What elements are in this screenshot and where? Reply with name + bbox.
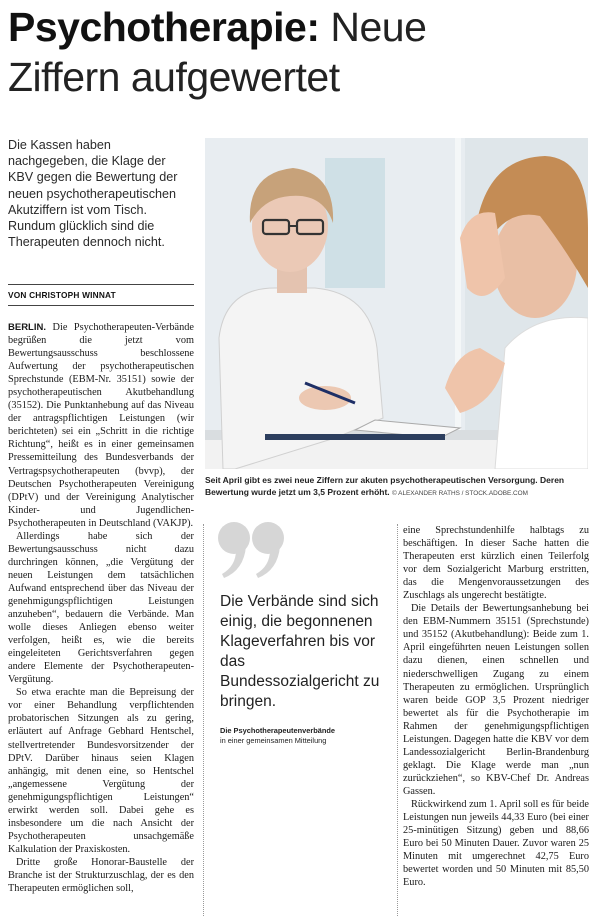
photo-credit: © ALEXANDER RATHS / STOCK.ADOBE.COM	[392, 490, 528, 497]
col3-paragraph-1: eine Sprechstundenhilfe halbtags zu beschäftigen. In dieser Sache hatten die Therapeuten erst kürzlich einen Teilerfolg vor dem Sozialgericht Marburg erstritten, das die Mengenvoraussetzungen des Zuschlags als ungerecht bestätigte.	[403, 525, 589, 602]
paragraph-1-text: Die Psychotherapeuten-Verbände begrüßen die jetzt vom Bewertungsausschuss beschlossene Aufwertung der psychotherapeutischen Sprechstunde (EBM-Nr. 35151) sowie der psychotherapeutischen Akutbehandlung (35152). Die Punktanhebung auf das Niveau der antragspflichtigen Leistungen (wir berichteten) sei ein „Schritt in die richtige Richtung“, heißt es in einer gemeinsamen Pressemitteilung des Bundesverbands der Vertragspsychotherapeuten (bvvp), der Deutschen Psychotherapeuten Vereinigung (DPtV) und der Vereinigung Analytischer Kinder- und Jugendlichen-Psychotherapeuten in Deutschland (VAKJP).	[8, 322, 194, 529]
column-divider-left	[203, 524, 204, 916]
paragraph-2: Allerdings habe sich der Bewertungsausschuss nicht dazu durchringen können, „die Vergütung der neuen Leistungen dem tatsächlichen Aufwand entsprechend über das Niveau der genehmigungspflichtigen Leistungen anzuheben“, bedauern die Verbände. Man wolle dieses Anliegen ebenso weiter verfolgen, heißt es, wie die bereits eingeleiteten Gerichtsverfahren gegen andere Elemente der Psychotherapeuten-Vergütung.	[8, 530, 194, 686]
headline-bold: Psychotherapie:	[8, 4, 320, 50]
col3-paragraph-3: Rückwirkend zum 1. April soll es für beide Leistungen nun jeweils 44,33 Euro (bei einer 25-minütigen Sitzung) geben und 88,66 Euro bei 50 Minuten Dauer. Zuvor waren 25 Minuten mit umgerechnet 42,75 Euro bewertet worden und 50 Minuten mit 85,50 Euro.	[403, 798, 589, 889]
paragraph-1	[8, 321, 194, 530]
caption-text: Seit April gibt es zwei neue Ziffern zur akuten psychotherapeutischen Versorgung. Deren Bewertung wurde jetzt um 3,5 Prozent erhöht.	[205, 475, 565, 497]
paragraph-4: Dritte große Honorar-Baustelle der Branche ist der Strukturzuschlag, der es den Therapeuten ermöglichen soll,	[8, 856, 194, 895]
byline-rule-bottom	[8, 305, 194, 306]
article-photo	[205, 138, 588, 469]
quote-text: Die Verbände sind sich einig, die begonnenen Klageverfahren bis vor das Bundessozialgericht zu bringen.	[220, 593, 380, 710]
quote-source-detail: in einer gemeinsamen Mitteilung	[220, 736, 327, 745]
headline-line-2: Ziffern aufgewertet	[8, 54, 340, 100]
article-column-1	[8, 321, 194, 895]
photo-caption	[205, 474, 594, 500]
byline-rule	[8, 284, 194, 285]
quote-source	[220, 726, 395, 746]
byline: VON CHRISTOPH WINNAT	[8, 290, 116, 300]
headline-rest: Neue	[319, 4, 427, 50]
lead-paragraph: Die Kassen haben nachgegeben, die Klage der KBV gegen die Bewertung der neuen psychotherapeutischen Akutziffern ist vom Tisch. Rundum glücklich sind die Therapeuten dennoch nicht.	[8, 138, 178, 250]
pull-quote	[208, 520, 393, 780]
quote-mark-icon	[218, 520, 288, 582]
headline	[8, 2, 598, 102]
quote-source-name: Die Psychotherapeutenverbände	[220, 726, 336, 735]
column-divider-right	[397, 524, 398, 916]
article-column-3	[403, 524, 589, 889]
paragraph-3: So etwa erachte man die Bepreisung der vor einer Behandlung verpflichtenden probatorischen Sitzungen als zu gering, erläutert auf Anfrage Gebhard Hentschel, stellvertretender Bundesvorsitzender der DPtV. Darüber hinaus seien Klagen anhängig, mit denen eine, so Hentschel „angemessene Vergütung der genehmigungspflichtigen Leistungen“ erwirkt werden soll. Dabei gehe es insbesondere um die nach Ansicht der Psychotherapeuten unsachgemäße Kalkulation der Praxiskosten.	[8, 687, 194, 855]
dateline: BERLIN.	[8, 322, 46, 333]
col3-paragraph-2: Die Details der Bewertungsanhebung bei den EBM-Nummern 35151 (Sprechstunde) und 35152 (Akutbehandlung): Beide zum 1. April eingeführten neuen Leistungen sollen dazu dienen, einen schnellen und niederschwelligen Zugang zu einem Therapeuten zu ermöglichen. Ursprünglich waren beide GOP 3,5 Prozent niedriger bewertet als für die Psychotherapie im Rahmen der genehmigungspflichtigen Leistungen. Dagegen hatte die KBV vor dem Landessozialgericht Berlin-Brandenburg geklagt. Die Klage werde man „nun zurückziehen“, so KBV-Chef Dr. Andreas Gassen.	[403, 603, 589, 797]
